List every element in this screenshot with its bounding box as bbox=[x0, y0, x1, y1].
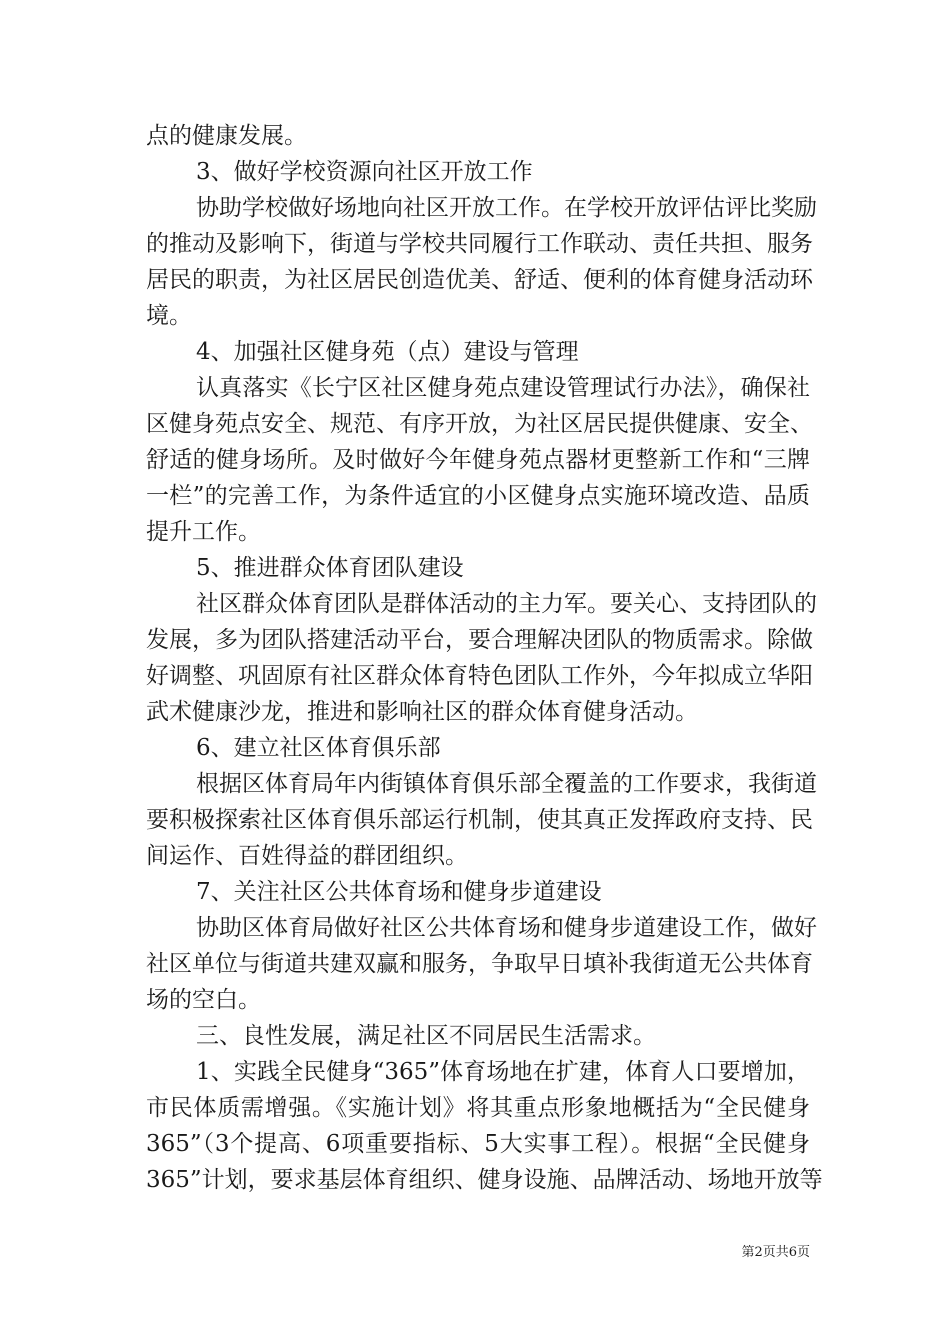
text-line: 境。 bbox=[146, 303, 192, 329]
text-line: 3、做好学校资源向社区开放工作 bbox=[196, 159, 533, 185]
text-line: 协助区体育局做好社区公共体育场和健身步道建设工作，做好 bbox=[196, 915, 817, 941]
text-line: 5、推进群众体育团队建设 bbox=[196, 555, 464, 581]
text-line: 区健身苑点安全、规范、有序开放，为社区居民提供健康、安全、 bbox=[146, 411, 813, 437]
text-line: 认真落实《长宁区社区健身苑点建设管理试行办法》，确保社 bbox=[196, 375, 810, 401]
text-line: 场的空白。 bbox=[146, 987, 261, 1013]
text-line: 居民的职责，为社区居民创造优美、舒适、便利的体育健身活动环 bbox=[146, 267, 813, 293]
text-line: 365”计划，要求基层体育组织、健身设施、品牌活动、场地开放等 bbox=[146, 1167, 823, 1193]
text-line: 市民体质需增强。《实施计划》将其重点形象地概括为“全民健身 bbox=[146, 1095, 810, 1121]
text-line: 根据区体育局年内街镇体育俱乐部全覆盖的工作要求，我街道 bbox=[196, 771, 817, 797]
text-line: 发展，多为团队搭建活动平台，要合理解决团队的物质需求。除做 bbox=[146, 627, 813, 653]
text-line: 要积极探索社区体育俱乐部运行机制，使其真正发挥政府支持、民 bbox=[146, 807, 813, 833]
text-line: 协助学校做好场地向社区开放工作。在学校开放评估评比奖励 bbox=[196, 195, 817, 221]
text-line: 点的健康发展。 bbox=[146, 123, 307, 149]
text-line: 舒适的健身场所。及时做好今年健身苑点器材更整新工作和“三牌 bbox=[146, 447, 810, 473]
text-line: 武术健康沙龙，推进和影响社区的群众体育健身活动。 bbox=[146, 699, 698, 725]
text-line: 提升工作。 bbox=[146, 519, 261, 545]
text-line: 的推动及影响下，街道与学校共同履行工作联动、责任共担、服务 bbox=[146, 231, 813, 257]
text-line: 365”（3个提高、6项重要指标、5大实事工程）。根据“全民健身 bbox=[146, 1131, 810, 1157]
page-number: 第2页共6页 bbox=[741, 1245, 810, 1260]
document-body bbox=[146, 118, 823, 1198]
text-line: 一栏”的完善工作，为条件适宜的小区健身点实施环境改造、品质 bbox=[146, 483, 810, 509]
text-line: 社区单位与街道共建双赢和服务，争取早日填补我街道无公共体育 bbox=[146, 951, 813, 977]
text-line: 4、加强社区健身苑（点）建设与管理 bbox=[196, 339, 579, 365]
text-line: 社区群众体育团队是群体活动的主力军。要关心、支持团队的 bbox=[196, 591, 817, 617]
text-line: 6、建立社区体育俱乐部 bbox=[196, 735, 441, 761]
text-line: 1、实践全民健身“365”体育场地在扩建，体育人口要增加， bbox=[196, 1059, 810, 1085]
text-line: 间运作、百姓得益的群团组织。 bbox=[146, 843, 468, 869]
text-line: 三、良性发展，满足社区不同居民生活需求。 bbox=[196, 1023, 656, 1049]
text-line: 好调整、巩固原有社区群众体育特色团队工作外，今年拟成立华阳 bbox=[146, 663, 813, 689]
text-line: 7、关注社区公共体育场和健身步道建设 bbox=[196, 879, 602, 905]
